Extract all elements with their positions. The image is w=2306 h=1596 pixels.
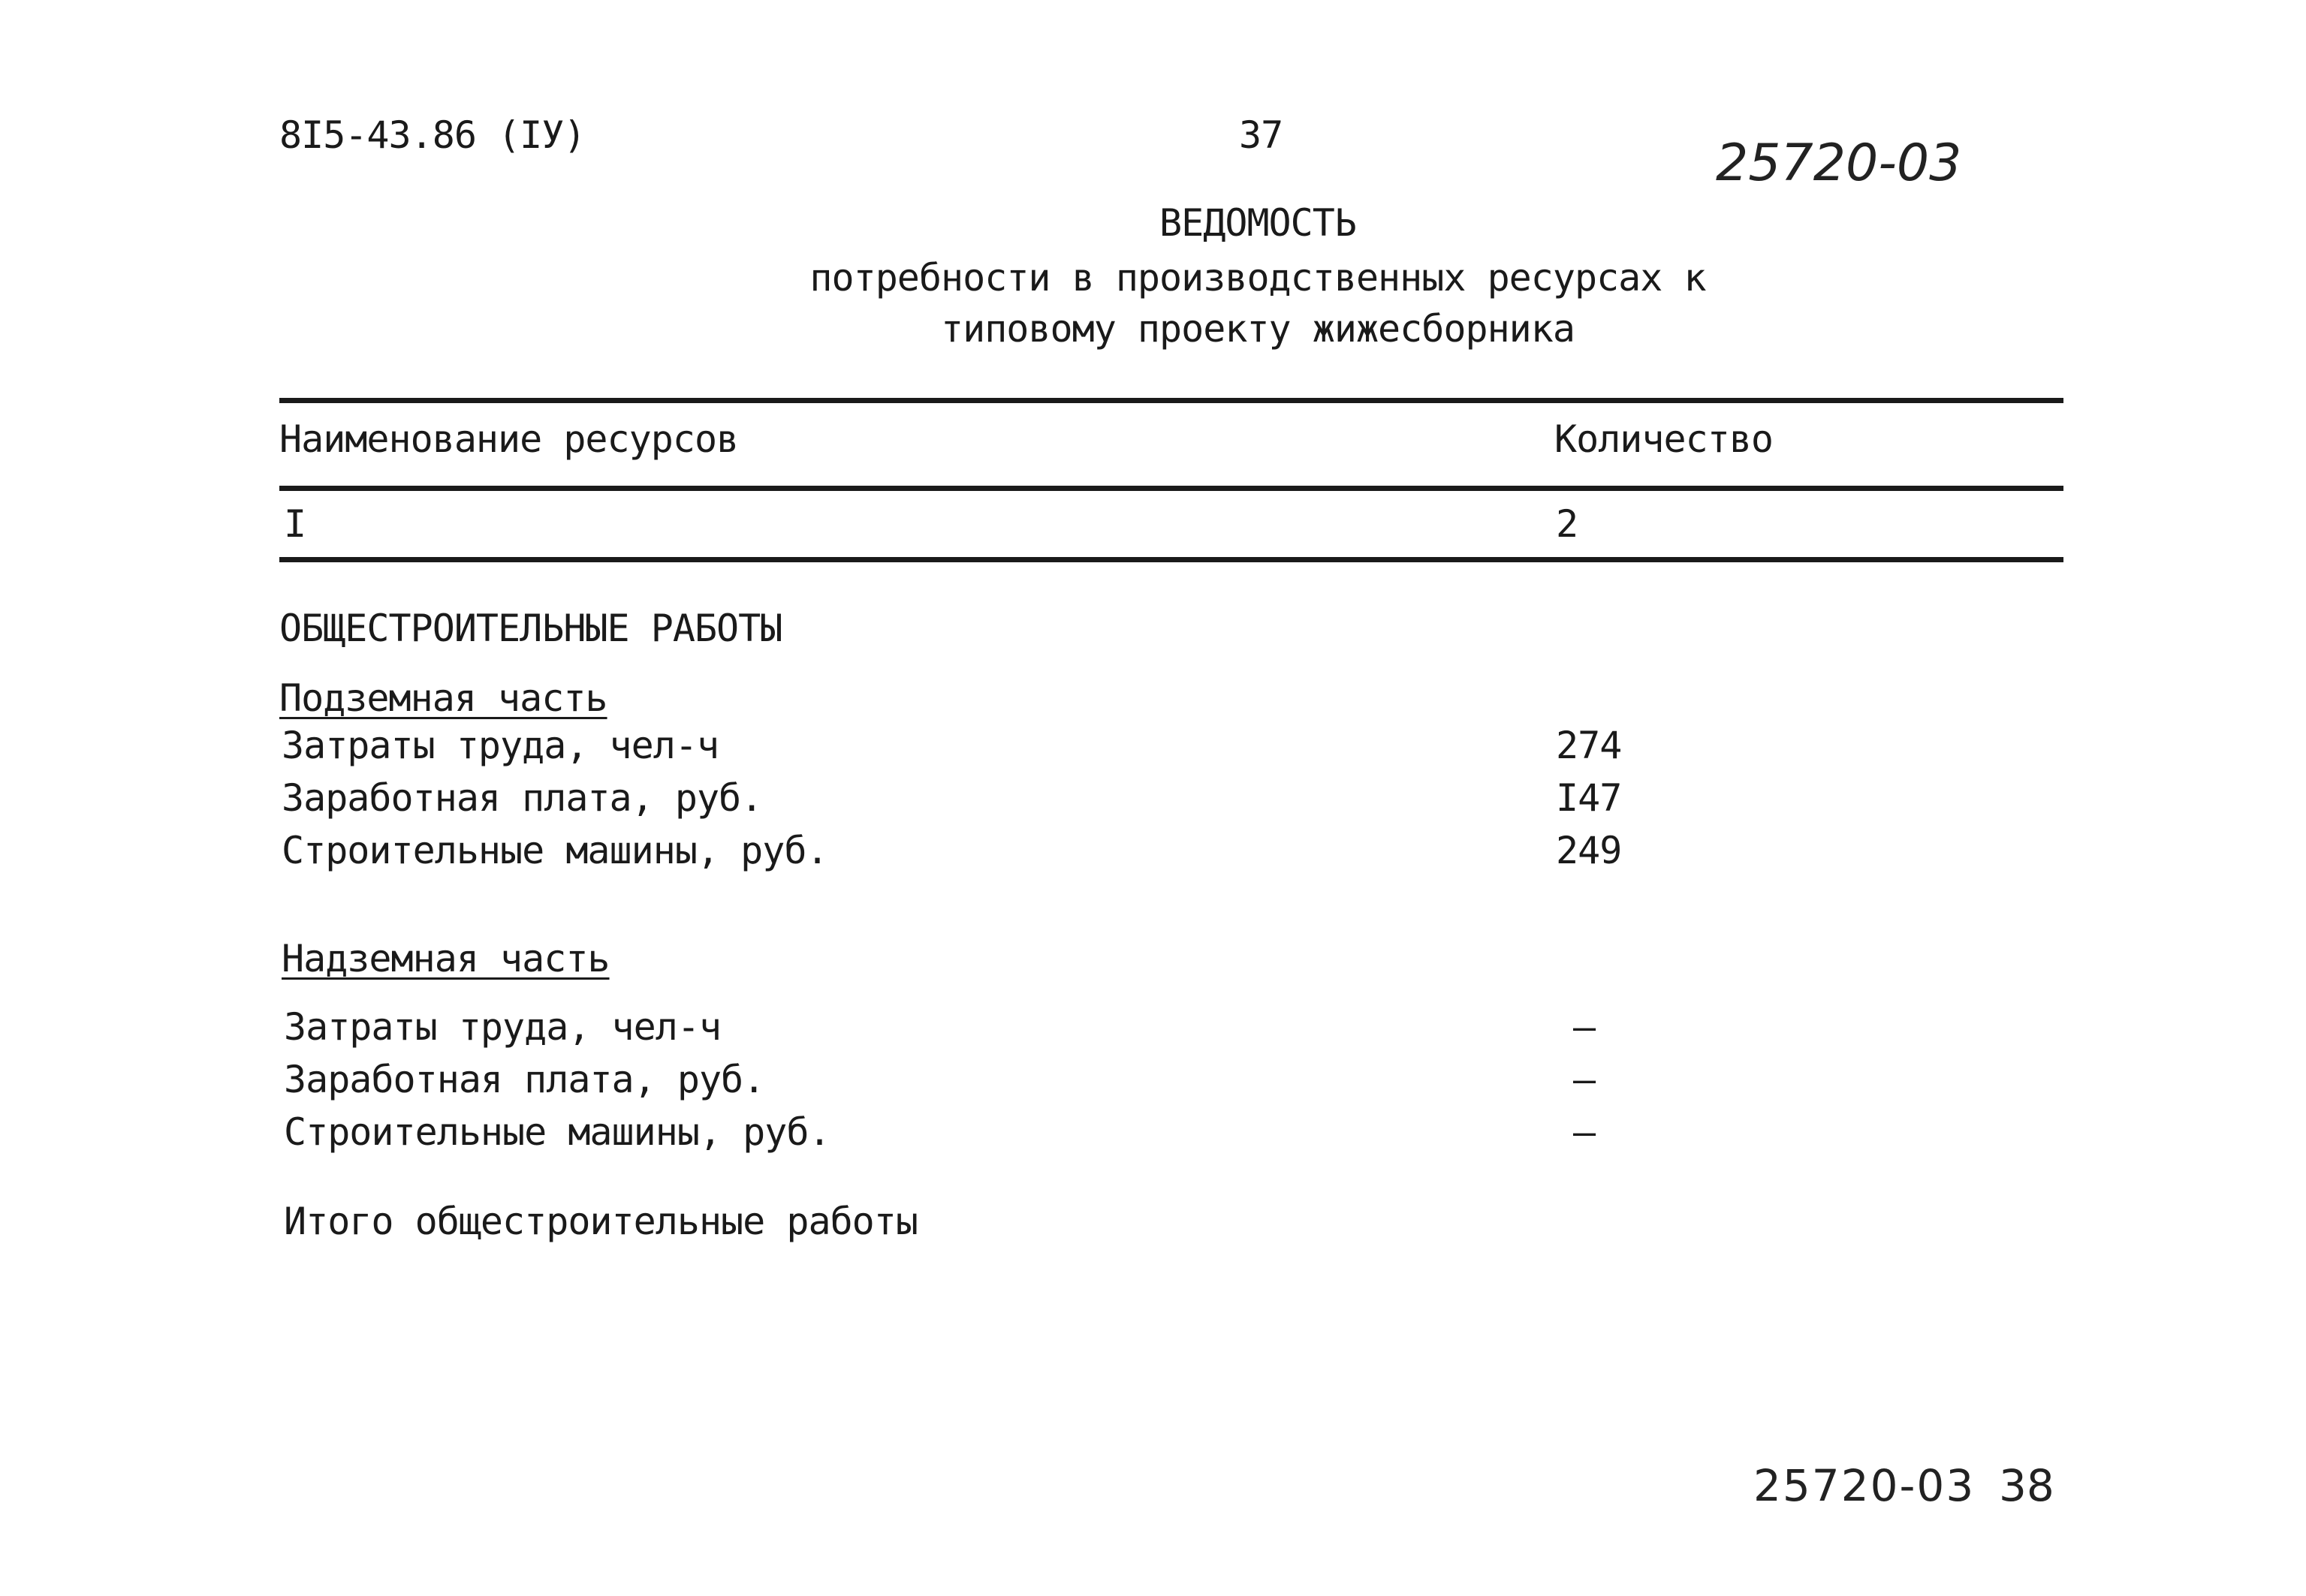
table-header-rule [279,486,2063,491]
handwritten-reference: 25720-03 [1716,134,1962,193]
table-numbers-rule [279,557,2063,562]
handwritten-code: 25720-03 [1753,1460,1976,1511]
handwritten-page-number: 38 [1999,1460,2054,1511]
total-label: Итого общестроительные работы [284,1200,918,1243]
title-line-2: потребности в производственных ресурсах к [809,256,1706,300]
title-line-3: типовому проекту жижесборника [941,307,1575,351]
underground-wages-value: I47 [1556,776,1622,820]
table-top-rule [279,398,2063,403]
title-line-1: ВЕДОМОСТЬ [1159,201,1356,245]
aboveground-machines-value: – [1573,1110,1596,1154]
document-code: 8I5-43.86 (IУ) [279,113,586,157]
column-header-resources: Наименование ресурсов [279,417,739,461]
underground-labor-label: Затраты труда, чел-ч [282,724,719,767]
aboveground-labor-value: – [1573,1005,1596,1049]
aboveground-machines-label: Строительные машины, руб. [284,1110,830,1154]
subsection-aboveground: Надземная часть [282,937,610,980]
aboveground-wages-label: Заработная плата, руб. [284,1058,765,1101]
underground-machines-label: Строительные машины, руб. [282,829,828,872]
section-title: ОБЩЕСТРОИТЕЛЬНЫЕ РАБОТЫ [279,607,782,650]
underground-wages-label: Заработная плата, руб. [282,776,763,820]
column-number-1: I [284,502,306,546]
column-number-2: 2 [1556,502,1578,546]
underground-machines-value: 249 [1556,829,1622,872]
underground-labor-value: 274 [1556,724,1622,767]
subsection-underground: Подземная часть [279,676,607,720]
page-number: 37 [1239,113,1283,157]
aboveground-wages-value: – [1573,1058,1596,1101]
aboveground-labor-label: Затраты труда, чел-ч [284,1005,722,1049]
column-header-quantity: Количество [1554,417,1774,461]
